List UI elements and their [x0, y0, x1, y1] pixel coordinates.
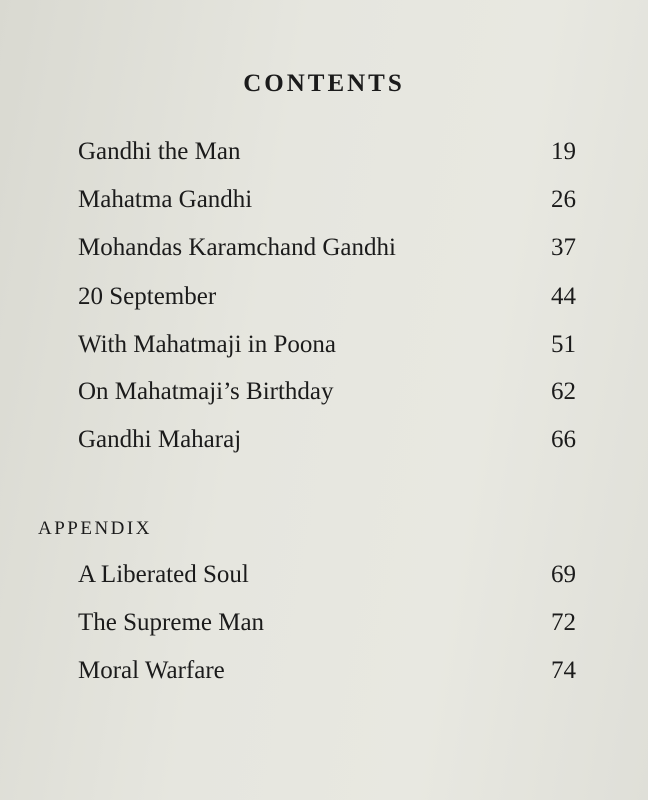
toc-entry-title: Gandhi Maharaj	[78, 426, 242, 453]
toc-entry-title: Mohandas Karamchand Gandhi	[78, 234, 396, 261]
appendix-entry	[78, 561, 576, 597]
toc-entry	[78, 331, 576, 367]
appendix-heading: APPENDIX	[38, 518, 152, 539]
toc-entry-title: Gandhi the Man	[78, 138, 241, 165]
toc-entry-page: 44	[551, 283, 576, 310]
appendix-entry-page: 74	[551, 657, 576, 684]
appendix-entry-title: A Liberated Soul	[78, 561, 249, 588]
toc-entry-title: Mahatma Gandhi	[78, 186, 253, 213]
appendix-entry	[78, 609, 576, 645]
toc-entry-title: With Mahatmaji in Poona	[78, 331, 336, 358]
toc-entry-title: 20 September	[78, 283, 217, 310]
appendix-entry-page: 69	[551, 561, 576, 588]
toc-entry-page: 51	[551, 331, 576, 358]
toc-entry-title: On Mahatmaji’s Birthday	[78, 378, 334, 405]
toc-entry	[78, 426, 576, 462]
contents-heading: CONTENTS	[243, 70, 405, 97]
toc-entry-page: 62	[551, 378, 576, 405]
toc-entry-page: 26	[551, 186, 576, 213]
toc-entry-page: 66	[551, 426, 576, 453]
toc-entry	[78, 378, 576, 414]
toc-entry	[78, 283, 576, 319]
toc-entry	[78, 234, 576, 270]
appendix-entry-title: Moral Warfare	[78, 657, 225, 684]
toc-entry-page: 19	[551, 138, 576, 165]
toc-entry	[78, 186, 576, 222]
toc-entry-page: 37	[551, 234, 576, 261]
appendix-entry	[78, 657, 576, 693]
appendix-entry-title: The Supreme Man	[78, 609, 265, 636]
toc-entry	[78, 138, 576, 174]
appendix-entry-page: 72	[551, 609, 576, 636]
